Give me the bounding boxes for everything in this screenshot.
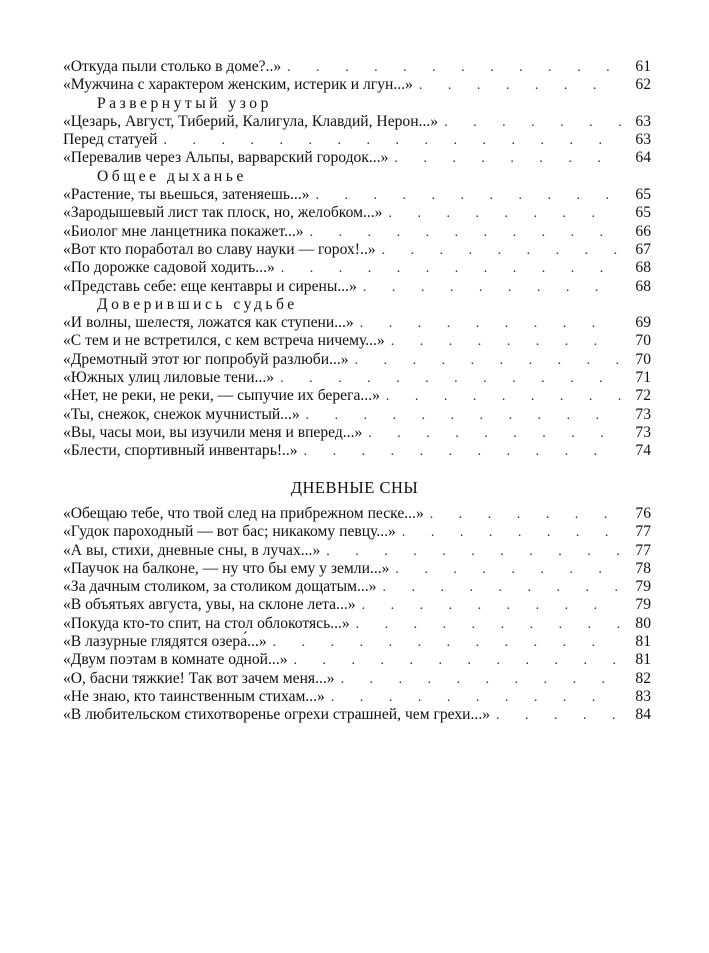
toc-entry — [63, 131, 651, 149]
entry-title: «Южных улиц лиловые тени...» — [63, 369, 275, 387]
entry-page-number: 80 — [635, 614, 651, 632]
dot-leader — [355, 352, 621, 370]
section-heading: Общее дыханье — [97, 167, 247, 185]
entry-page-number: 63 — [635, 112, 651, 130]
toc-entry — [63, 241, 651, 259]
toc-entry — [63, 351, 651, 369]
dot-leader — [341, 671, 621, 689]
entry-page-number: 77 — [635, 541, 651, 559]
toc-entry — [63, 578, 651, 596]
dot-leader — [382, 242, 621, 260]
toc-entry — [63, 369, 651, 387]
toc-entry — [63, 149, 651, 167]
entry-page-number: 81 — [635, 651, 651, 669]
entry-title: «Обещаю тебе, что твой след на прибрежном песке...» — [63, 505, 424, 522]
dot-leader — [356, 616, 621, 634]
entry-page-number: 64 — [635, 149, 651, 167]
toc-entry — [63, 706, 651, 724]
entry-page-number: 69 — [635, 314, 651, 332]
dot-leader — [391, 333, 621, 351]
toc-entry — [63, 633, 651, 651]
entry-title: «В лазурные глядятся озера́...» — [63, 633, 267, 651]
entry-page-number: 78 — [635, 559, 651, 577]
toc-entry — [63, 424, 651, 442]
toc-entry — [63, 259, 651, 277]
entry-page-number: 83 — [635, 687, 651, 705]
entry-page-number: 65 — [635, 204, 651, 222]
entry-page-number: 68 — [635, 277, 651, 295]
entry-page-number: 81 — [635, 633, 651, 651]
dot-leader — [316, 187, 621, 205]
entry-title: «С тем и не встретился, с кем встреча ничему...» — [63, 332, 385, 350]
entry-title: «Паучок на балконе, — ну что бы ему у земли...» — [63, 559, 390, 577]
dot-leader — [163, 132, 621, 150]
entry-page-number: 61 — [635, 58, 651, 75]
entry-page-number: 82 — [635, 669, 651, 687]
section-heading: Доверившись судьбе — [97, 295, 298, 313]
toc-entry — [63, 314, 651, 332]
toc-entry — [63, 406, 651, 424]
entry-page-number: 72 — [635, 387, 651, 405]
dot-leader — [388, 205, 621, 223]
dot-leader — [280, 370, 621, 388]
entry-title: «Вы, часы мои, вы изучили меня и вперед...» — [63, 423, 363, 441]
toc-entry — [63, 332, 651, 350]
toc-entry — [63, 688, 651, 706]
dot-leader — [444, 114, 621, 132]
entry-title: «Биолог мне ланцетника покажет...» — [63, 222, 304, 240]
dot-leader — [304, 443, 621, 461]
entry-title: «Ты, снежок, снежок мучнистый...» — [63, 405, 300, 423]
entry-title: «В любительском стихотворенье огрехи страшней, чем грехи...» — [63, 706, 491, 724]
dot-leader — [419, 77, 621, 95]
entry-page-number: 71 — [635, 369, 651, 387]
dot-leader — [294, 652, 621, 670]
toc-entry — [63, 76, 651, 94]
entry-title: «О, басни тяжкие! Так вот зачем меня...» — [63, 669, 335, 687]
entry-title: «Гудок пароходный — вот бас; никакому певцу...» — [63, 523, 396, 541]
dot-leader — [310, 224, 621, 242]
entry-title: Перед статуей — [63, 131, 158, 149]
dot-leader — [394, 150, 621, 168]
entry-title: «И волны, шелестя, ложатся как ступени...» — [63, 314, 354, 332]
entry-title: «Покуда кто-то спит, на стол облокотясь...» — [63, 614, 350, 632]
entry-page-number: 84 — [635, 706, 651, 724]
entry-page-number: 70 — [635, 332, 651, 350]
entry-page-number: 68 — [635, 259, 651, 277]
entry-title: «Не знаю, кто таинственным стихам...» — [63, 687, 325, 705]
entry-title: «Цезарь, Август, Тиберий, Калигула, Клавдий, Нерон...» — [63, 112, 439, 130]
entry-page-number: 62 — [635, 76, 651, 94]
entry-page-number: 66 — [635, 222, 651, 240]
toc-entry — [63, 387, 651, 405]
entry-title: «Блести, спортивный инвентарь!..» — [63, 442, 298, 460]
entry-title: «Откуда пыли столько в доме?..» — [63, 58, 282, 75]
toc-entry — [63, 542, 651, 560]
toc-entry — [63, 442, 651, 460]
dot-leader — [386, 388, 621, 406]
toc-entry — [63, 278, 651, 296]
toc-entry — [63, 204, 651, 222]
entry-title: «Зародышевый лист так плоск, но, желобком...» — [63, 204, 383, 222]
dot-leader — [362, 597, 621, 615]
toc-entry — [63, 596, 651, 614]
dot-leader — [326, 543, 621, 561]
toc-entry — [63, 505, 651, 523]
dot-leader — [306, 407, 621, 425]
dot-leader — [395, 561, 621, 579]
entry-title: «А вы, стихи, дневные сны, в лучах...» — [63, 541, 321, 559]
dot-leader — [281, 260, 621, 278]
toc-entry — [63, 615, 651, 633]
dot-leader — [273, 634, 621, 652]
entry-title: «Нет, не реки, не реки, — сыпучие их берега...» — [63, 387, 380, 405]
toc-entry — [63, 223, 651, 241]
entry-page-number: 65 — [635, 186, 651, 204]
toc-entry — [63, 670, 651, 688]
entry-page-number: 67 — [635, 240, 651, 258]
dot-leader — [430, 506, 621, 524]
dot-leader — [368, 425, 621, 443]
section-heading: Развернутый узор — [97, 94, 272, 112]
dot-leader — [287, 59, 621, 77]
toc-section-bottom — [63, 505, 651, 725]
dot-leader — [360, 315, 621, 333]
dot-leader — [402, 524, 621, 542]
entry-title: «Представь себе: еще кентавры и сирены...» — [63, 277, 357, 295]
toc-entry — [63, 186, 651, 204]
dot-leader — [331, 689, 621, 707]
entry-page-number: 79 — [635, 596, 651, 614]
entry-page-number: 73 — [635, 405, 651, 423]
toc-entry — [63, 651, 651, 669]
entry-title: «Вот кто поработал во славу науки — горох!..» — [63, 240, 376, 258]
dot-leader — [382, 579, 621, 597]
entry-title: «Мужчина с характером женским, истерик и лгун...» — [63, 76, 413, 94]
entry-page-number: 70 — [635, 350, 651, 368]
toc-entry — [63, 58, 651, 76]
entry-page-number: 74 — [635, 442, 651, 460]
entry-page-number: 63 — [635, 131, 651, 149]
toc-entry — [63, 560, 651, 578]
toc-entry — [63, 113, 651, 131]
toc-section-top — [63, 58, 651, 461]
entry-title: «По дорожке садовой ходить...» — [63, 259, 275, 277]
chapter-title: ДНЕВНЫЕ СНЫ — [290, 478, 419, 497]
entry-title: «За дачным столиком, за столиком дощатым...» — [63, 578, 377, 596]
entry-title: «Перевалив через Альпы, варварский городок...» — [63, 149, 389, 167]
toc-entry — [63, 523, 651, 541]
entry-page-number: 77 — [635, 523, 651, 541]
entry-page-number: 76 — [635, 505, 651, 522]
entry-title: «Дремотный этот юг попробуй разлюби...» — [63, 350, 349, 368]
entry-title: «В объятьях августа, увы, на склоне лета...» — [63, 596, 356, 614]
dot-leader — [496, 707, 621, 725]
entry-title: «Растение, ты вьешься, затеняешь...» — [63, 186, 310, 204]
entry-page-number: 79 — [635, 578, 651, 596]
dot-leader — [363, 279, 621, 297]
entry-page-number: 73 — [635, 423, 651, 441]
entry-title: «Двум поэтам в комнате одной...» — [63, 651, 288, 669]
